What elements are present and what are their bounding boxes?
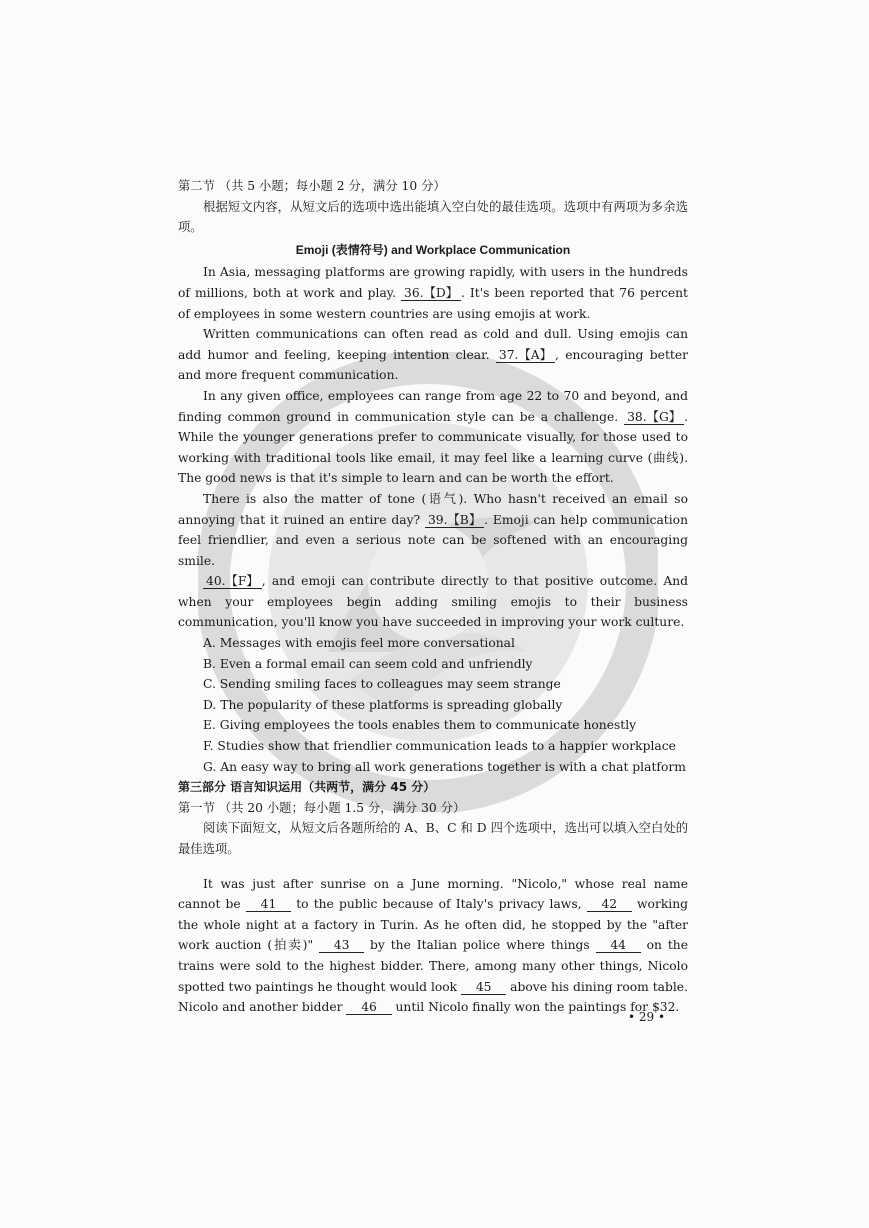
- options-list: [178, 633, 688, 777]
- blank-42: 42: [587, 897, 632, 912]
- option-d: D. The popularity of these platforms is spreading globally: [203, 697, 563, 712]
- blank-45: 45: [461, 980, 506, 995]
- paragraph-4: There is also the matter of tone (语气). Who hasn't received an email so annoying that it ruined an entire day? 39.【B】 . Emoji can help communication feel friendlier, and even a serious note can be softened with an encouraging smile.: [178, 491, 688, 568]
- answer-36: 36.【D】: [401, 286, 461, 301]
- answer-39: 39.【B】: [425, 513, 484, 528]
- option-f: F. Studies show that friendlier communication leads to a happier workplace: [203, 739, 676, 754]
- answer-38: 38.【G】: [624, 410, 684, 425]
- blank-43: 43: [319, 938, 364, 953]
- blank-44: 44: [596, 938, 641, 953]
- part3-heading: 第三部分 语言知识运用（共两节，满分 45 分）: [178, 780, 436, 795]
- blank-41: 41: [246, 897, 291, 912]
- blank-46: 46: [346, 1000, 391, 1015]
- part3-subheading: 第一节 （共 20 小题；每小题 1.5 分，满分 30 分）: [178, 800, 466, 815]
- answer-40: 40.【F】: [203, 574, 262, 589]
- cloze-paragraph: It was just after sunrise on a June morning. "Nicolo," whose real name cannot be 41 to the public because of Italy's privacy laws, 42 working the whole night at a factory in Turin. As he often did, he stopped by the "after work auction (拍卖)" 43 by the Italian police where things 44 on the trains were sold to the highest bidder. There, among many other things, Nicolo spotted two paintings he thought would look 45 above his dining room table. Nicolo and another bidder 46 until Nicolo finally won the paintings for $32.: [178, 876, 688, 1015]
- option-b: B. Even a formal email can seem cold and unfriendly: [203, 656, 533, 671]
- main-content: [178, 176, 688, 1018]
- part3-instruction: 阅读下面短文，从短文后各题所给的 A、B、C 和 D 四个选项中，选出可以填入空白处的最佳选项。: [178, 821, 688, 856]
- paragraph-2: Written communications can often read as cold and dull. Using emojis can add humor and feeling, keeping intention clear. 37.【A】 , encouraging better and more frequent communication.: [178, 327, 688, 383]
- paragraph-3: In any given office, employees can range from age 22 to 70 and beyond, and finding common ground in communication style can be a challenge. 38.【G】 . While the younger generations prefer to communicate visually, for those used to working with traditional tools like email, it may feel like a learning curve (曲线). The good news is that it's simple to learn and can be worth the effort.: [178, 388, 688, 486]
- answer-37: 37.【A】: [496, 348, 555, 363]
- option-g: G. An easy way to bring all work generations together is with a chat platform: [203, 759, 686, 774]
- section2-heading: 第二节 （共 5 小题；每小题 2 分，满分 10 分）: [178, 179, 446, 193]
- option-e: E. Giving employees the tools enables them to communicate honestly: [203, 718, 637, 733]
- option-c: C. Sending smiling faces to colleagues may seem strange: [203, 677, 561, 692]
- paragraph-5: 40.【F】 , and emoji can contribute directly to that positive outcome. And when your employees begin adding smiling emojis to their business communication, you'll know you have succeeded in improving your work culture.: [178, 574, 688, 630]
- section2-instruction: 根据短文内容，从短文后的选项中选出能填入空白处的最佳选项。选项中有两项为多余选项。: [178, 199, 688, 235]
- page-number: • 29 •: [628, 1010, 666, 1024]
- option-a: A. Messages with emojis feel more conversational: [203, 636, 515, 651]
- passage-title: Emoji (表情符号) and Workplace Communication: [295, 242, 571, 257]
- paragraph-1: In Asia, messaging platforms are growing rapidly, with users in the hundreds of millions, both at work and play. 36.【D】 . It's been reported that 76 percent of employees in some western countries are using emojis at work.: [178, 265, 688, 321]
